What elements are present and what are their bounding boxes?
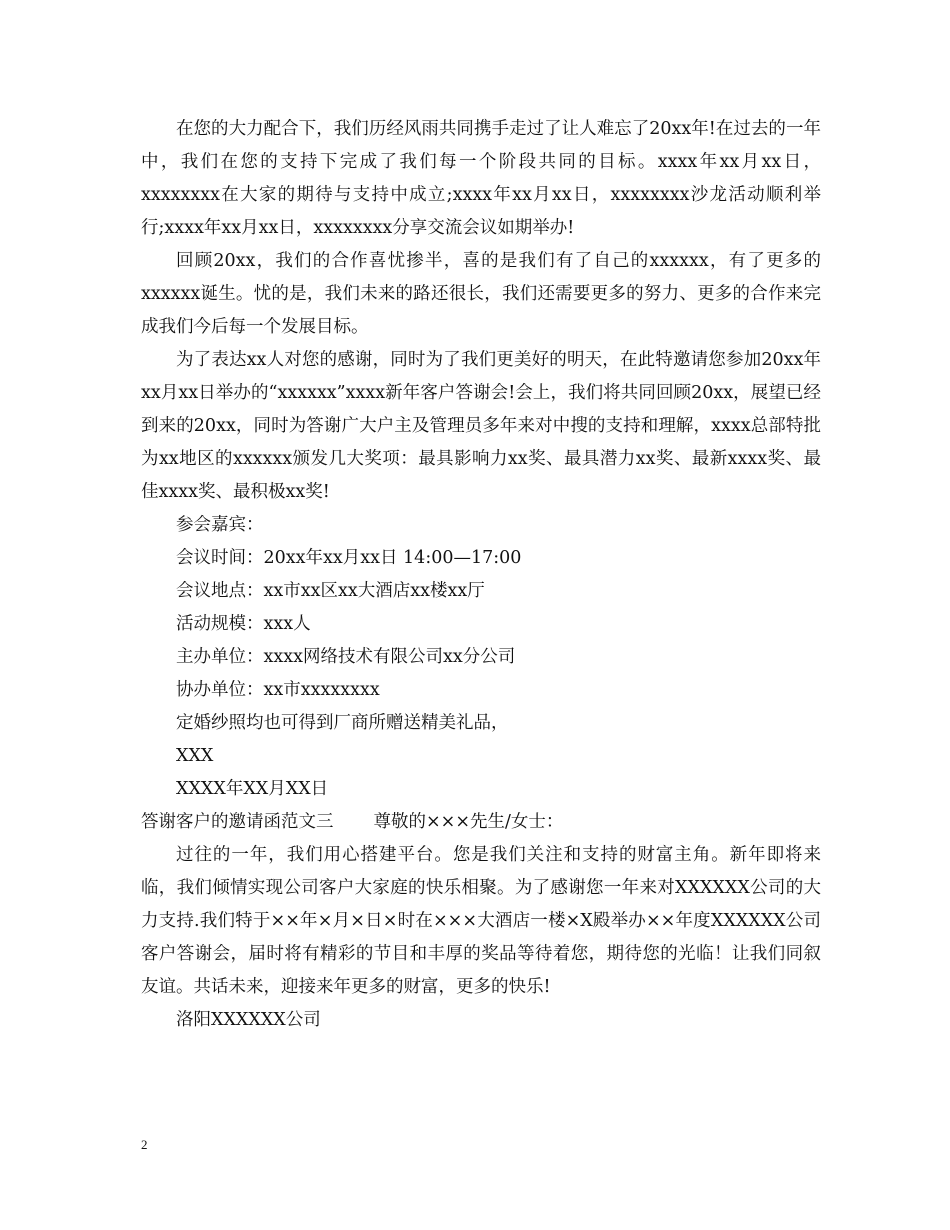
paragraph-review-year: 在您的大力配合下，我们历经风雨共同携手走过了让人难忘了20xx年!在过去的一年中，我们在您的支持下完成了我们每一个阶段共同的目标。xxxx年xx月xx日，xxxxxxxx在大家的期待与支持中成立;xxxx年xx月xx日，xxxxxxxx沙龙活动顺利举行;xxxx年xx月xx日，xxxxxxxx分享交流会议如期举办! [141, 119, 821, 238]
meeting-time-line: 会议时间：20xx年xx月xx日 14:00—17:00 [176, 548, 522, 568]
page-number: 2 [141, 1137, 148, 1152]
host-line: 主办单位：xxxx网络技术有限公司xx分公司 [176, 647, 516, 667]
paragraph-cooperation: 回顾20xx，我们的合作喜忧掺半，喜的是我们有了自己的xxxxxx，有了更多的xxxxxx诞生。忧的是，我们未来的路还很长，我们还需要更多的努力、更多的合作来完成我们今后每一个发展目标。 [141, 251, 821, 337]
meeting-location-line: 会议地点：xx市xx区xx大酒店xx楼xx厅 [176, 581, 485, 601]
date-line: XXXX年XX月XX日 [176, 779, 329, 799]
document-body [141, 113, 821, 1037]
section-three-body: 过往的一年，我们用心搭建平台。您是我们关注和支持的财富主角。新年即将来临，我们倾情实现公司客户大家庭的快乐相聚。为了感谢您一年来对XXXXXX公司的大力支持.我们特于××年×月×日×时在×××大酒店一楼×X殿举办××年度XXXXXX公司客户答谢会，届时将有精彩的节目和丰厚的奖品等待着您，期待您的光临！让我们同叙友谊。共话未来，迎接来年更多的财富，更多的快乐! [141, 845, 821, 997]
paragraph-invitation: 为了表达xx人对您的感谢，同时为了我们更美好的明天，在此特邀请您参加20xx年xx月xx日举办的“xxxxxx”xxxx新年客户答谢会!会上，我们将共同回顾20xx，展望已经到来的20xx，同时为答谢广大户主及管理员多年来对中搜的支持和理解，xxxx总部特批为xx地区的xxxxxx颁发几大奖项：最具影响力xx奖、最具潜力xx奖、最新xxxx奖、最佳xxxx奖、最积极xx奖! [141, 350, 821, 502]
salutation: 尊敬的×××先生/女士： [373, 812, 564, 832]
guests-line: 参会嘉宾： [176, 515, 264, 535]
co-host-line: 协办单位：xx市xxxxxxxx [176, 680, 380, 700]
section-three-title: 答谢客户的邀请函范文三 [141, 812, 334, 832]
gift-line: 定婚纱照均也可得到厂商所赠送精美礼品， [176, 713, 509, 733]
event-scale-line: 活动规模：xxx人 [176, 614, 311, 634]
signer-line: XXX [176, 746, 214, 766]
company-signature: 洛阳XXXXXX公司 [176, 1010, 321, 1030]
section-three-heading [141, 806, 821, 839]
